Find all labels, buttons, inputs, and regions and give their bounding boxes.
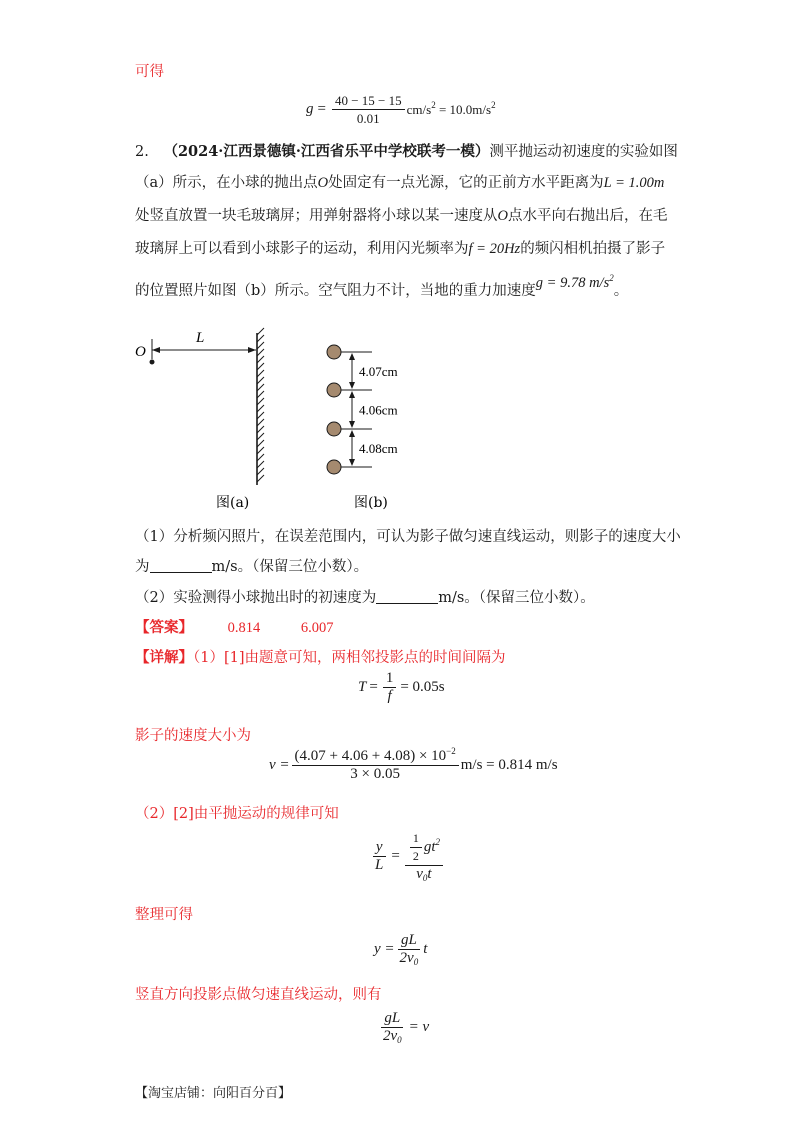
hatch-mark: [257, 454, 264, 461]
eq-g-equals: =: [317, 101, 326, 117]
hatch-mark: [257, 328, 264, 335]
hatch-mark: [257, 356, 264, 363]
equation-ratio: $\frac{y}{L}$ = $\frac{1}{2}$ $gt^2$ $v_0t$: [370, 830, 445, 883]
hatch-mark: [257, 342, 264, 349]
shadow-ball: [327, 422, 341, 436]
detail-line-2: 影子的速度大小为: [135, 728, 251, 744]
detail-line-1: 【详解】（1）[1]由题意可知，两相邻投影点的时间间隔为: [135, 649, 506, 666]
eq-g-symbol: g: [306, 101, 314, 117]
answer-blank-2[interactable]: [376, 589, 438, 604]
question-number: 2.: [135, 144, 149, 160]
eq-g-denominator: 0.01: [356, 111, 380, 126]
caption-a: 图(a): [216, 495, 250, 511]
spacing-arrowhead-down: [349, 382, 355, 389]
point-O-label: O: [135, 344, 146, 360]
subquestion-2: （2）实验测得小球抛出时的初速度为 m/s。（保留三位小数）。: [135, 590, 595, 606]
question-line-1-rest: 测平抛运动初速度的实验如图: [489, 144, 678, 160]
eq-g-fraction: [332, 92, 405, 127]
equation-period: T = $\frac{1}{f}$ = 0.05s: [358, 670, 445, 704]
shadow-points: [327, 345, 398, 474]
subquestion-1-line-1: （1）分析频闪照片，在误差范围内，可认为影子做匀速直线运动，则影子的速度大小: [135, 529, 681, 545]
footer-shop: 【淘宝店铺：向阳百分百】: [135, 1086, 292, 1101]
detail-line-3: （2）[2]由平抛运动的规律可知: [135, 806, 339, 822]
distance-L-label: L: [196, 330, 205, 346]
equation-velocity: v = $\frac{(4.07 + 4.06 + 4.08) \times 10^{-2}}{3 \times 0.05}$ m/s = 0.814 m/s: [269, 746, 558, 782]
screen-hatching: [257, 328, 264, 482]
answer-blank-1[interactable]: [150, 558, 212, 573]
shadow-ball: [327, 383, 341, 397]
distance-expression: L = 1.00m: [603, 175, 665, 191]
hatch-mark: [257, 419, 264, 426]
answer-value-2: 6.007: [300, 620, 334, 636]
question-line-4: 玻璃屏上可以看到小球影子的运动，利用闪光频率为f = 20Hz的频闪相机拍摄了影子: [135, 241, 666, 257]
spacing-label: 4.07cm: [359, 364, 398, 379]
answer-value-1: 0.814: [227, 620, 261, 636]
detail-line-4: 整理可得: [135, 907, 193, 923]
hatch-mark: [257, 391, 264, 398]
hatch-mark: [257, 370, 264, 377]
answer-line: [135, 618, 333, 638]
spacing-label: 4.08cm: [359, 441, 398, 456]
spacing-arrowhead-up: [349, 430, 355, 437]
eq-g-numerator: 40 − 15 − 15: [332, 92, 405, 110]
spacing-arrowhead-up: [349, 391, 355, 398]
result-heading: 可得: [135, 64, 164, 80]
hatch-mark: [257, 398, 264, 405]
question-line-2: （a）所示，在小球的抛出点O处固定有一点光源，它的正前方水平距离为L = 1.00m: [135, 175, 665, 191]
equation-final: $\frac{gL}{2v_0}$ = v: [383, 1010, 430, 1045]
hatch-mark: [257, 468, 264, 475]
hatch-mark: [257, 426, 264, 433]
hatch-mark: [257, 405, 264, 412]
answer-label: 【答案】: [135, 619, 193, 636]
light-source-point: [150, 360, 155, 365]
hatch-mark: [257, 447, 264, 454]
spacing-label: 4.06cm: [359, 402, 398, 418]
hatch-mark: [257, 475, 264, 482]
frequency-expression: f = 20Hz: [468, 241, 521, 257]
shadow-ball: [327, 460, 341, 474]
hatch-mark: [257, 335, 264, 342]
gravity-expression: g = 9.78 $m/s^2$: [535, 273, 614, 291]
hatch-mark: [257, 384, 264, 391]
equation-y: y = $\frac{gL}{2v_0}$ t: [374, 932, 428, 967]
question-source: （2024·江西景德镇·江西省乐平中学校联考一模）: [163, 143, 490, 160]
experiment-figure: [130, 325, 430, 525]
shadow-ball: [327, 345, 341, 359]
spacing-arrowhead-down: [349, 459, 355, 466]
spacing-arrowhead-down: [349, 421, 355, 428]
question-line-3: 处竖直放置一块毛玻璃屏；用弹射器将小球以某一速度从O点水平向右抛出后，在毛: [135, 208, 668, 224]
question-line-5: 的位置照片如图（b）所示。空气阻力不计，当地的重力加速度g = 9.78 $m/s^2$。: [135, 273, 629, 299]
hatch-mark: [257, 377, 264, 384]
distance-arrow-right: [248, 347, 256, 353]
eq-g-result: $cm/s^2 = 10.0m/s^2$: [406, 99, 496, 117]
detail-line-5: 竖直方向投影点做匀速直线运动，则有: [135, 987, 382, 1003]
subquestion-1-line-2: 为 m/s。（保留三位小数）。: [135, 559, 369, 575]
hatch-mark: [257, 433, 264, 440]
question-line-1: [135, 142, 678, 162]
equation-g: [306, 92, 496, 127]
detail-label: 【详解】: [135, 649, 193, 666]
hatch-mark: [257, 412, 264, 419]
hatch-mark: [257, 461, 264, 468]
spacing-arrowhead-up: [349, 353, 355, 360]
distance-arrow-left: [152, 347, 160, 353]
hatch-mark: [257, 440, 264, 447]
hatch-mark: [257, 363, 264, 370]
caption-b: 图(b): [354, 495, 388, 511]
hatch-mark: [257, 349, 264, 356]
